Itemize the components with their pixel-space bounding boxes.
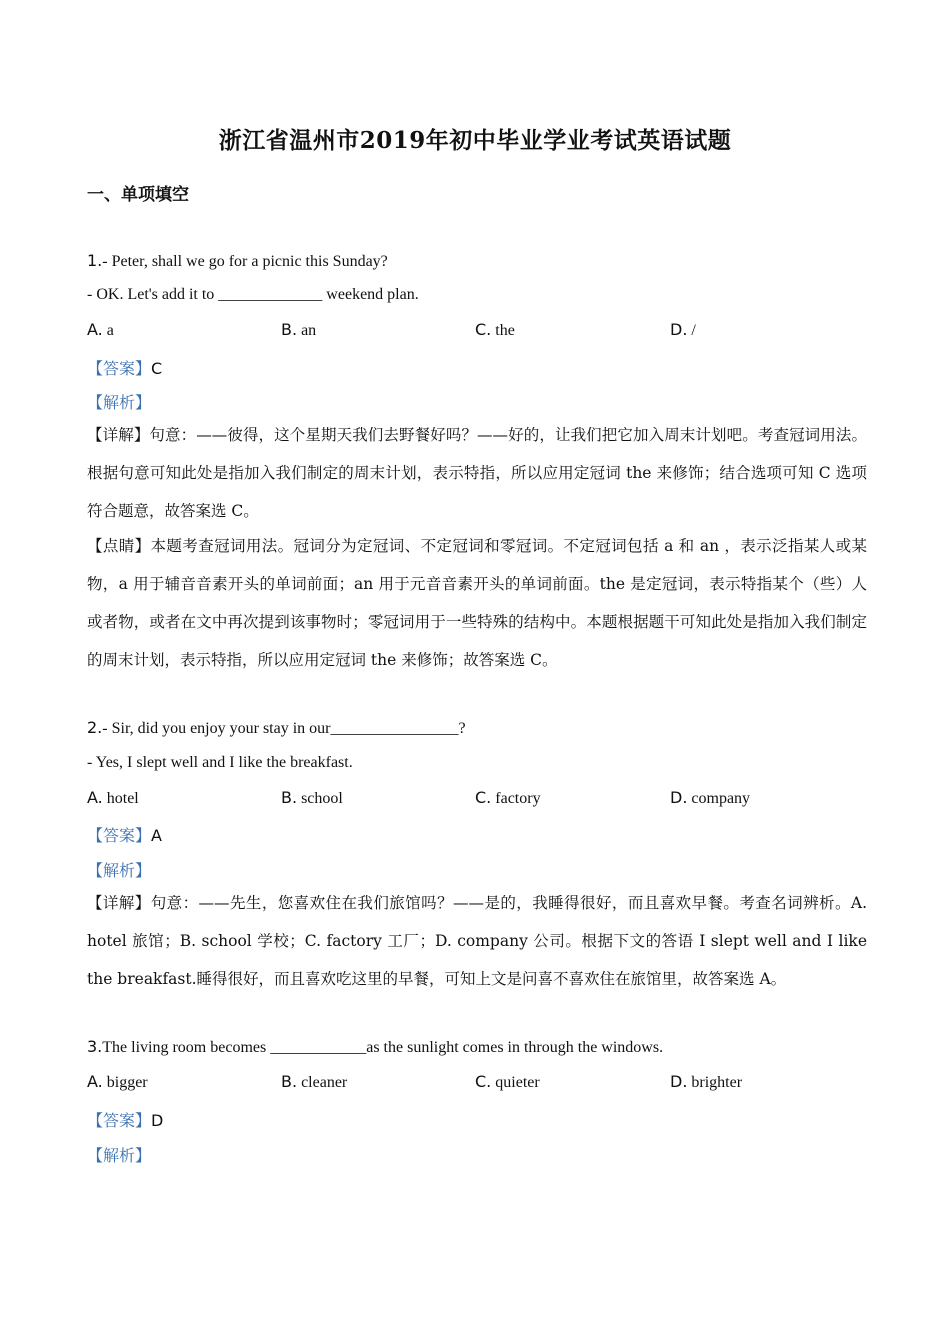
question-2-options [87, 788, 867, 810]
option-d: D. brighter [670, 1072, 743, 1091]
option-d: D. / [670, 320, 696, 339]
question-1-stem-line2: - OK. Let's add it to _____________ weekend plan. [87, 286, 419, 303]
option-c: C. quieter [475, 1072, 540, 1091]
question-1-options [87, 320, 867, 342]
question-text: The living room becomes ____________as the sunlight comes in through the windows. [102, 1039, 664, 1056]
question-1-detail: 【详解】句意：——彼得，这个星期天我们去野餐好吗？——好的，让我们把它加入周末计划吧。考查冠词用法。根据句意可知此处是指加入我们制定的周末计划，表示特指，所以应用定冠词 the 来修饰；结合选项可知 C 选项符合题意，故答案选 C。 [87, 426, 867, 520]
option-a: A. bigger [87, 1072, 148, 1091]
question-2-answer [87, 823, 162, 846]
question-2-stem-line1 [87, 718, 466, 738]
question-text: - Peter, shall we go for a picnic this Sunday? [102, 253, 388, 270]
question-number: 2. [87, 718, 103, 737]
option-d: D. company [670, 788, 751, 807]
question-2-stem-line2: - Yes, I slept well and I like the breakfast. [87, 754, 353, 771]
page-title: 浙江省温州市2019年初中毕业学业考试英语试题 [218, 127, 732, 154]
question-3-answer [87, 1108, 163, 1131]
option-a: A. a [87, 320, 114, 339]
question-number: 3. [87, 1037, 103, 1056]
question-3-stem-line1 [87, 1037, 663, 1057]
question-3-analysis-label: 【解析】 [87, 1146, 152, 1165]
question-3-options [87, 1072, 867, 1094]
answer-label: 【答案】 [87, 1111, 152, 1130]
option-a: A. hotel [87, 788, 139, 807]
answer-value: C [151, 359, 163, 378]
option-b: B. cleaner [281, 1072, 348, 1091]
question-1-answer [87, 356, 162, 379]
answer-label: 【答案】 [87, 359, 152, 378]
section-heading: 一、单项填空 [87, 185, 189, 205]
option-c: C. factory [475, 788, 541, 807]
option-b: B. school [281, 788, 343, 807]
question-text: - Sir, did you enjoy your stay in our________________? [102, 720, 466, 737]
question-1-comment: 【点睛】本题考查冠词用法。冠词分为定冠词、不定冠词和零冠词。不定冠词包括 a 和 an ，表示泛指某人或某物，a 用于辅音音素开头的单词前面；an 用于元音音素开头的单词前面。the 是定冠词，表示特指某个（些）人或者物，或者在文中再次提到该事物时；零冠词用于一些特殊的结构中。本题根据题干可知此处是指加入我们制定的周末计划，表示特指，所以应用定冠词 the 来修饰；故答案选 C。 [87, 537, 867, 669]
answer-label: 【答案】 [87, 826, 152, 845]
question-1-stem-line1 [87, 251, 388, 271]
option-b: B. an [281, 320, 317, 339]
question-2-analysis-label: 【解析】 [87, 861, 152, 880]
option-c: C. the [475, 320, 515, 339]
question-number: 1. [87, 251, 103, 270]
answer-value: D [151, 1111, 164, 1130]
question-1-analysis-label: 【解析】 [87, 393, 152, 412]
answer-value: A [151, 826, 162, 845]
question-2-detail: 【详解】句意：——先生，您喜欢住在我们旅馆吗？——是的，我睡得很好，而且喜欢早餐。考查名词辨析。A. hotel 旅馆；B. school 学校；C. factory 工厂；D. company 公司。根据下文的答语 I slept well and I like the breakfast.睡得很好，而且喜欢吃这里的早餐，可知上文是问喜不喜欢住在旅馆里，故答案选 A。 [87, 894, 867, 988]
